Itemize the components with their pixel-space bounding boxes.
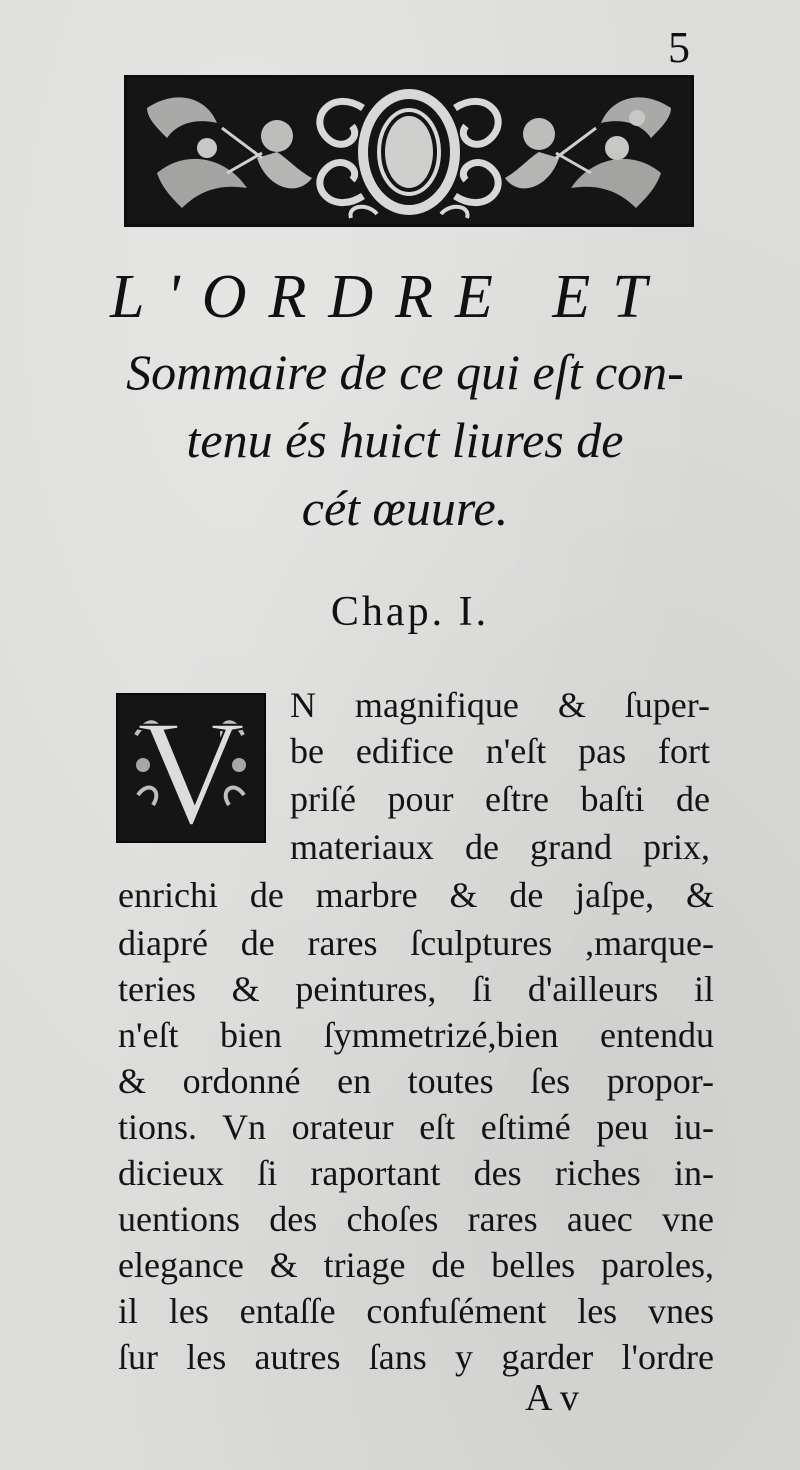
text-line: il les entaſſe confuſément les vnes xyxy=(118,1291,714,1331)
text-line: elegance & triage de belles paroles, xyxy=(118,1245,714,1285)
text-line: dicieux ſi raportant des riches in- xyxy=(118,1153,714,1193)
drop-cap-ornament-icon xyxy=(118,695,264,841)
text-line: n'eſt bien ſymmetrizé,bien entendu xyxy=(118,1015,714,1055)
text-line: N magnifique & ſuper- xyxy=(290,685,710,725)
title-heading: L'ORDRE ET xyxy=(110,263,669,331)
text-line: enrichi de marbre & de jaſpe, & xyxy=(118,875,714,915)
text-line: & ordonné en toutes ſes propor- xyxy=(118,1061,714,1101)
ornamental-headpiece xyxy=(124,75,694,227)
title-subheading xyxy=(100,338,710,542)
text-line: uentions des choſes rares auec vne xyxy=(118,1199,714,1239)
text-line: materiaux de grand prix, xyxy=(290,827,710,867)
title-line: tenu és huict liures de xyxy=(186,412,624,468)
title-line: cét œuure. xyxy=(301,480,509,536)
chapter-heading: Chap. I. xyxy=(330,589,490,635)
text-line: ſur les autres ſans y garder l'ordre xyxy=(118,1337,714,1377)
catchword-signature: A v xyxy=(525,1377,579,1419)
decorated-initial xyxy=(116,693,266,843)
text-line: tions. Vn orateur eſt eſtimé peu iu- xyxy=(118,1107,714,1147)
text-line: be edifice n'eſt pas fort xyxy=(290,731,710,771)
page-number: 5 xyxy=(668,23,690,72)
drop-cap-letter: V xyxy=(136,695,246,841)
headpiece-ornament-icon xyxy=(127,78,691,224)
title-line: Sommaire de ce qui eſt con- xyxy=(126,344,684,400)
text-line: priſé pour eſtre baſti de xyxy=(290,779,710,819)
text-line: teries & peintures, ſi d'ailleurs il xyxy=(118,969,714,1009)
text-line: diapré de rares ſculptures ,marque- xyxy=(118,923,714,963)
